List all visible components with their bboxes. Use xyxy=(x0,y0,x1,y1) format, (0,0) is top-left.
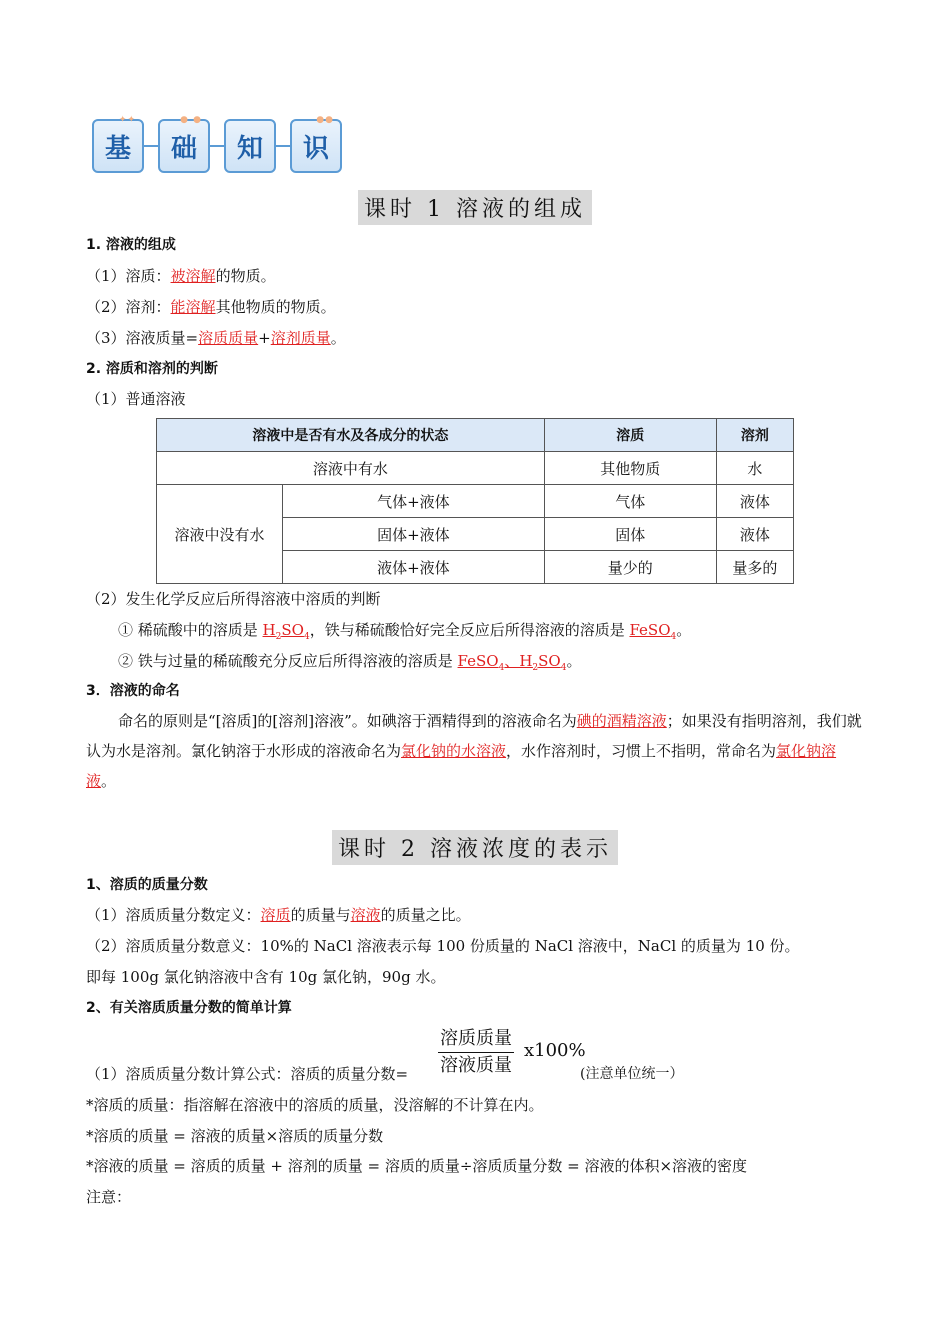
reaction-line: ② 铁与过量的稀硫酸充分反应后所得溶液的溶质是 FeSO$_4$、$H_2SO_4$。 xyxy=(118,652,582,673)
text-line: （2）溶质质量分数意义：10%的 NaCl 溶液表示每 100 份质量的 NaCl 溶液中，NaCl 的质量为 10 份。 xyxy=(86,937,800,955)
table-header: 溶质 xyxy=(544,419,716,452)
formula-line: （1）溶质质量分数计算公式：溶质的质量分数= xyxy=(86,1065,409,1083)
table-row: 溶液中有水 其他物质 水 xyxy=(157,452,794,485)
answer: 氯化钠的水溶液 xyxy=(401,742,507,760)
table-row: 溶液中没有水 气体+液体 气体 液体 xyxy=(157,485,794,518)
percent-factor: x100% xyxy=(524,1040,586,1061)
answer: 溶质质量 xyxy=(198,329,259,347)
answer: 氯化钠溶液 xyxy=(86,742,837,790)
banner-char: ● ● 础 xyxy=(158,119,210,173)
basic-knowledge-banner xyxy=(92,115,342,174)
solute-solvent-table xyxy=(156,418,794,584)
text-line: *溶质的质量 = 溶液的质量×溶质的质量分数 xyxy=(86,1127,384,1145)
table-header: 溶液中是否有水及各成分的状态 xyxy=(157,419,545,452)
text-line: 注意： xyxy=(86,1188,132,1206)
definition-line: （1）溶质质量分数定义：溶质的质量与溶液的质量之比。 xyxy=(86,906,471,924)
table-header: 溶剂 xyxy=(716,419,793,452)
answer: 被溶解 xyxy=(170,267,216,285)
definition-line: （3）溶液质量=溶质质量+溶剂质量。 xyxy=(86,329,346,347)
text-line: *溶质的质量：指溶解在溶液中的溶质的质量，没溶解的不计算在内。 xyxy=(86,1096,544,1114)
section-heading: 1、溶质的质量分数 xyxy=(86,877,208,893)
definition-line: （2）溶剂：能溶解其他物质的物质。 xyxy=(86,298,336,316)
answer: 溶剂质量 xyxy=(270,329,331,347)
lesson-1-title: 课时 1 溶液的组成 xyxy=(0,190,950,225)
answer: 溶质 xyxy=(260,906,291,924)
text-line: *溶液的质量 = 溶质的质量 + 溶剂的质量 = 溶质的质量÷溶质质量分数 = 溶液的体积×溶液的密度 xyxy=(86,1157,748,1175)
answer: 能溶解 xyxy=(170,298,216,316)
text-line: 即每 100g 氯化钠溶液中含有 10g 氯化钠，90g 水。 xyxy=(86,968,446,986)
section-heading: 1. 溶液的组成 xyxy=(86,237,176,253)
banner-char: ✦✦ 基 xyxy=(92,119,144,173)
section-heading: 3．溶液的命名 xyxy=(86,683,180,699)
banner-char: 知 xyxy=(224,119,276,173)
table-row: 固体+液体 固体 液体 xyxy=(157,518,794,551)
answer: 碘的酒精溶液 xyxy=(576,712,667,730)
naming-paragraph: 命名的原则是“[溶质]的[溶剂]溶液”。如碘溶于酒精得到的溶液命名为碘的酒精溶液；如果没有指明溶剂，我们就认为水是溶剂。氯化钠溶于水形成的溶液命名为氯化钠的水溶液，水作溶剂时，习惯上不指明，常命名为氯化钠溶液。 xyxy=(86,712,862,790)
subheading: （1）普通溶液 xyxy=(86,390,186,408)
answer: FeSO$_4$ xyxy=(629,621,677,642)
answer: $H_2SO_4$ xyxy=(262,621,310,642)
lesson-2-title: 课时 2 溶液浓度的表示 xyxy=(0,830,950,865)
fraction-denominator: 溶液质量 xyxy=(440,1055,512,1076)
answer: 溶液 xyxy=(350,906,381,924)
subheading: （2）发生化学反应后所得溶液中溶质的判断 xyxy=(86,590,381,608)
unit-note: (注意单位统一） xyxy=(580,1066,684,1082)
section-heading: 2、有关溶质质量分数的简单计算 xyxy=(86,1000,292,1016)
section-heading: 2. 溶质和溶剂的判断 xyxy=(86,361,218,377)
fraction-numerator: 溶质质量 xyxy=(438,1026,514,1053)
banner-char: ●● 识 xyxy=(290,119,342,173)
definition-line: （1）溶质：被溶解的物质。 xyxy=(86,267,276,285)
answer: FeSO$_4$、$H_2SO_4$ xyxy=(457,652,567,673)
table-row: 液体+液体 量少的 量多的 xyxy=(157,551,794,584)
reaction-line: ① 稀硫酸中的溶质是 $H_2SO_4$，铁与稀硫酸恰好完全反应后所得溶液的溶质是 FeSO$_4$。 xyxy=(118,621,692,642)
